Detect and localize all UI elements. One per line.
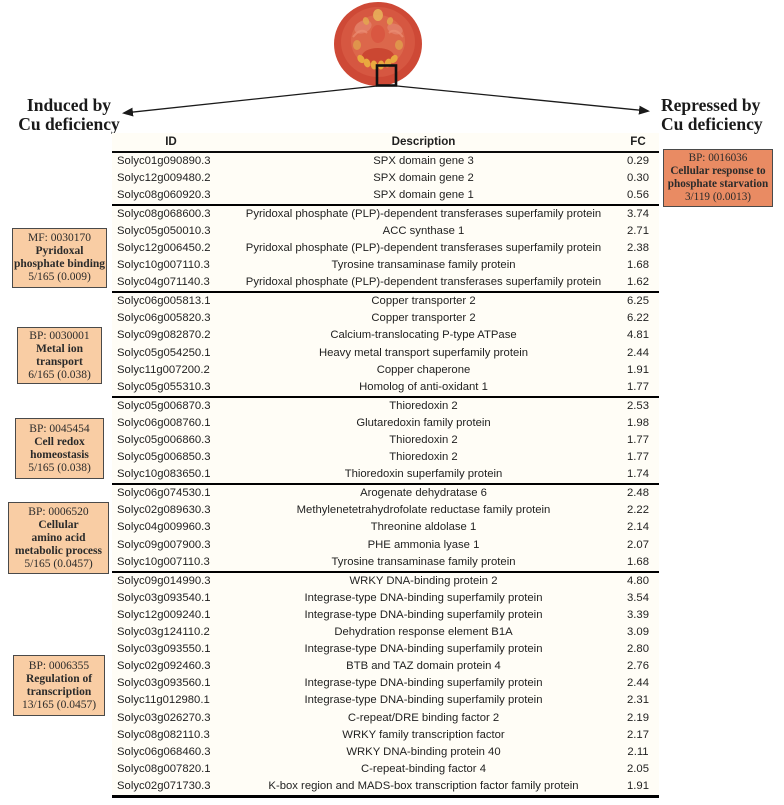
go-term-name: amino acid: [31, 531, 86, 544]
gene-id: Solyc08g060920.3: [117, 188, 211, 201]
fold-change-value: 0.30: [627, 171, 649, 184]
go-term-box-right: [663, 149, 773, 207]
table-row: [112, 274, 659, 291]
go-term-id: BP: 0006520: [28, 505, 89, 518]
go-term-stat: 5/165 (0.0457): [24, 557, 93, 570]
table-row: [112, 554, 659, 571]
fold-change-value: 4.81: [627, 329, 649, 342]
gene-description: Copper chaperone: [376, 363, 471, 376]
gene-description: Tyrosine transaminase family protein: [331, 259, 516, 272]
fold-change-value: 2.05: [627, 762, 649, 775]
gene-description: PHE ammonia lyase 1: [367, 538, 480, 551]
gene-id: Solyc03g093540.1: [117, 591, 211, 604]
gene-description: C-repeat/DRE binding factor 2: [347, 711, 500, 724]
gene-description: Calcium-translocating P-type ATPase: [330, 329, 517, 342]
gene-id: Solyc08g082110.3: [117, 728, 210, 741]
gene-id: Solyc04g009960.3: [117, 521, 211, 534]
gene-id: Solyc01g090890.3: [117, 154, 211, 167]
repressed-label: [661, 96, 784, 133]
table-row: [112, 257, 659, 274]
table-row: [112, 778, 659, 795]
gene-description: Integrase-type DNA-binding superfamily protein: [304, 694, 543, 707]
gene-id: Solyc10g007110.3: [117, 555, 210, 568]
gene-id: Solyc06g005820.3: [117, 312, 211, 325]
gene-id: Solyc05g006860.3: [117, 434, 211, 446]
gene-id: Solyc05g006850.3: [117, 451, 211, 464]
repressed-label-line1: Repressed by: [661, 95, 761, 115]
table-row: [112, 537, 659, 554]
fold-change-value: 2.76: [627, 660, 649, 673]
gene-id: Solyc12g009480.2: [117, 171, 211, 184]
table-row: [112, 485, 659, 502]
fold-change-value: 6.25: [627, 295, 649, 308]
table-row: [112, 170, 659, 187]
go-term-name: transport: [36, 355, 83, 368]
fold-change-value: 2.07: [627, 538, 649, 551]
go-term-stat: 5/165 (0.038): [28, 461, 91, 474]
gene-id: Solyc03g093550.1: [117, 643, 211, 656]
table-row: [112, 379, 659, 396]
gene-id: Solyc09g014990.3: [117, 574, 211, 587]
gene-id: Solyc11g012980.1: [117, 694, 210, 707]
go-term-name: Regulation of: [25, 672, 93, 685]
table-row: [112, 624, 659, 641]
gene-description: Homolog of anti-oxidant 1: [359, 380, 488, 393]
gene-description: WRKY DNA-binding protein 2: [349, 574, 498, 587]
go-term-box-left: [13, 655, 105, 716]
fold-change-value: 4.80: [627, 574, 649, 587]
gene-id: Solyc03g026270.3: [117, 711, 211, 724]
column-header-description: Description: [391, 135, 456, 148]
gene-id: Solyc05g050010.3: [117, 224, 211, 237]
table-row: [112, 658, 659, 675]
fold-change-value: 1.77: [627, 434, 649, 446]
table-row: [112, 432, 659, 449]
go-term-name: Cellular response to: [670, 165, 766, 177]
induced-label-line1: Induced by: [26, 95, 112, 115]
fold-change-value: 2.31: [627, 694, 649, 707]
go-term-stat: 5/165 (0.009): [28, 271, 91, 283]
gene-description: Pyridoxal phosphate (PLP)-dependent transferases superfamily protein: [245, 276, 602, 289]
fold-change-value: 2.22: [627, 504, 649, 517]
go-term-box-left: [15, 418, 104, 479]
fold-change-value: 2.80: [627, 643, 649, 656]
fold-change-value: 3.09: [627, 626, 649, 639]
gene-description: Methylenetetrahydrofolate reductase family protein: [296, 504, 551, 517]
gene-id: Solyc03g124110.2: [117, 626, 210, 639]
fold-change-value: 1.98: [627, 416, 649, 429]
table-group: [112, 153, 659, 206]
gene-description: BTB and TAZ domain protein 4: [346, 660, 501, 673]
fold-change-value: 1.68: [627, 555, 649, 568]
gene-id: Solyc10g083650.1: [117, 468, 211, 481]
gene-id: Solyc05g006870.3: [117, 399, 211, 412]
tomato-cross-section-icon: [333, 1, 423, 89]
table-row: [112, 153, 659, 170]
fold-change-value: 3.74: [627, 207, 649, 220]
go-term-name: Cell redox: [34, 435, 85, 448]
column-header-id: ID: [165, 135, 177, 148]
fold-change-value: 1.91: [627, 779, 649, 792]
go-term-name: phosphate binding: [13, 258, 106, 270]
gene-description: Arogenate dehydratase 6: [360, 487, 487, 500]
fold-change-value: 2.44: [627, 677, 649, 690]
table-row: [112, 692, 659, 709]
gene-description: Pyridoxal phosphate (PLP)-dependent transferases superfamily protein: [245, 207, 602, 220]
fold-change-value: 0.56: [627, 188, 649, 201]
gene-id: Solyc06g068460.3: [117, 745, 211, 758]
gene-id: Solyc05g054250.1: [117, 346, 211, 359]
go-term-name: transcription: [26, 685, 92, 698]
go-term-box-left: [8, 502, 109, 574]
fold-change-value: 6.22: [627, 312, 649, 325]
go-term-name: homeostasis: [30, 448, 89, 461]
gene-description: Copper transporter 2: [371, 312, 476, 325]
gene-id: Solyc08g007820.1: [117, 762, 211, 775]
fold-change-value: 1.74: [627, 468, 649, 481]
go-term-id: BP: 0045454: [29, 422, 90, 435]
column-header-fc: FC: [630, 135, 646, 148]
induced-label-line2: Cu deficiency: [18, 113, 120, 134]
table-group: [112, 206, 659, 293]
go-term-name: Pyridoxal: [35, 245, 84, 257]
go-term-name: phosphate starvation: [667, 178, 769, 190]
gene-description: ACC synthase 1: [382, 224, 465, 237]
table-row: [112, 519, 659, 536]
table-row: [112, 502, 659, 519]
gene-id: Solyc09g082870.2: [117, 329, 211, 342]
gene-id: Solyc02g071730.3: [117, 779, 211, 792]
gene-id: Solyc02g089630.3: [117, 504, 211, 517]
go-term-name: Metal ion: [36, 342, 83, 355]
tomato-image: [333, 1, 423, 89]
gene-description: SPX domain gene 1: [373, 188, 474, 201]
table-row: [112, 590, 659, 607]
table-row: [112, 744, 659, 761]
fold-change-value: 2.44: [627, 346, 649, 359]
go-term-name: metabolic process: [15, 544, 102, 557]
gene-id: Solyc06g005813.1: [117, 295, 211, 308]
gene-description: SPX domain gene 3: [373, 154, 474, 167]
gene-id: Solyc06g074530.1: [117, 487, 211, 500]
gene-description: Integrase-type DNA-binding superfamily protein: [304, 591, 543, 604]
table-row: [112, 573, 659, 590]
gene-description: Thioredoxin 2: [389, 451, 458, 464]
gene-description: SPX domain gene 2: [373, 171, 474, 184]
table-row: [112, 761, 659, 778]
gene-id: Solyc06g008760.1: [117, 416, 211, 429]
table-row: [112, 727, 659, 744]
table-row: [112, 327, 659, 344]
gene-description: Tyrosine transaminase family protein: [331, 555, 516, 568]
table-row: [112, 710, 659, 727]
gene-description: Pyridoxal phosphate (PLP)-dependent transferases superfamily protein: [245, 241, 602, 254]
arrow-left: [124, 86, 377, 113]
gene-description: WRKY DNA-binding protein 40: [346, 745, 501, 758]
gene-id: Solyc05g055310.3: [117, 380, 211, 393]
table-row: [112, 310, 659, 327]
table-row: [112, 223, 659, 240]
table-row: [112, 345, 659, 362]
table-row: [112, 398, 659, 415]
table-body: [112, 153, 659, 795]
gene-description: Threonine aldolase 1: [370, 521, 477, 534]
gene-id: Solyc08g068600.3: [117, 207, 211, 220]
fold-change-value: 2.11: [627, 745, 649, 758]
table-row: [112, 675, 659, 692]
table-group: [112, 398, 659, 485]
repressed-label-line2: Cu deficiency: [661, 113, 763, 134]
table-row: [112, 362, 659, 379]
gene-id: Solyc10g007110.3: [117, 259, 210, 272]
go-term-id: BP: 0016036: [688, 152, 748, 164]
go-term-id: BP: 0030001: [29, 329, 90, 342]
table-row: [112, 187, 659, 204]
gene-id: Solyc11g007200.2: [117, 363, 210, 376]
table-header-row: [112, 133, 659, 153]
fold-change-value: 1.68: [627, 259, 649, 272]
gene-table: [112, 133, 659, 798]
table-group: [112, 485, 659, 572]
go-term-id: MF: 0030170: [28, 232, 91, 244]
fold-change-value: 2.14: [627, 521, 649, 534]
gene-description: K-box region and MADS-box transcription factor family protein: [268, 779, 579, 792]
gene-id: Solyc04g071140.3: [117, 276, 210, 289]
fold-change-value: 2.38: [627, 241, 649, 254]
fold-change-value: 1.77: [627, 380, 649, 393]
fold-change-value: 2.19: [627, 711, 649, 724]
go-term-id: BP: 0006355: [28, 659, 90, 672]
fold-change-value: 2.17: [627, 728, 649, 741]
gene-description: Thioredoxin superfamily protein: [344, 468, 503, 481]
gene-id: Solyc09g007900.3: [117, 538, 211, 551]
gene-id: Solyc12g009240.1: [117, 608, 211, 621]
gene-description: Dehydration response element B1A: [334, 626, 513, 639]
table-row: [112, 449, 659, 466]
fold-change-value: 2.48: [627, 487, 649, 500]
gene-description: Glutaredoxin family protein: [356, 416, 491, 429]
gene-description: Heavy metal transport superfamily protein: [318, 346, 529, 359]
gene-id: Solyc02g092460.3: [117, 660, 211, 673]
go-term-name: Cellular: [38, 518, 79, 531]
table-row: [112, 240, 659, 257]
gene-id: Solyc03g093560.1: [117, 677, 211, 690]
fold-change-value: 2.53: [627, 399, 649, 412]
table-group: [112, 293, 659, 398]
fold-change-value: 0.29: [627, 154, 649, 167]
gene-id: Solyc12g006450.2: [117, 241, 211, 254]
fold-change-value: 1.62: [627, 276, 649, 289]
induced-label: [0, 96, 138, 133]
arrow-right: [397, 86, 648, 111]
gene-description: Integrase-type DNA-binding superfamily protein: [304, 643, 543, 656]
go-term-box-left: [17, 327, 102, 384]
table-group: [112, 573, 659, 795]
fold-change-value: 3.54: [627, 591, 649, 604]
fold-change-value: 2.71: [627, 224, 649, 237]
table-row: [112, 607, 659, 624]
gene-description: Thioredoxin 2: [389, 434, 458, 446]
table-row: [112, 466, 659, 483]
gene-description: Thioredoxin 2: [389, 399, 458, 412]
gene-description: Integrase-type DNA-binding superfamily protein: [304, 677, 543, 690]
go-term-box-left: [12, 228, 107, 288]
go-term-stat: 3/119 (0.0013): [684, 191, 752, 203]
gene-description: WRKY family transcription factor: [342, 728, 505, 741]
table-row: [112, 293, 659, 310]
go-term-stat: 6/165 (0.038): [28, 368, 91, 381]
gene-description: C-repeat-binding factor 4: [361, 762, 486, 775]
gene-description: Integrase-type DNA-binding superfamily protein: [304, 608, 543, 621]
table-row: [112, 206, 659, 223]
fold-change-value: 3.39: [627, 608, 649, 621]
gene-description: Copper transporter 2: [371, 295, 476, 308]
table-row: [112, 415, 659, 432]
fold-change-value: 1.91: [627, 363, 649, 376]
table-row: [112, 641, 659, 658]
go-term-stat: 13/165 (0.0457): [21, 698, 97, 711]
fold-change-value: 1.77: [627, 451, 649, 464]
